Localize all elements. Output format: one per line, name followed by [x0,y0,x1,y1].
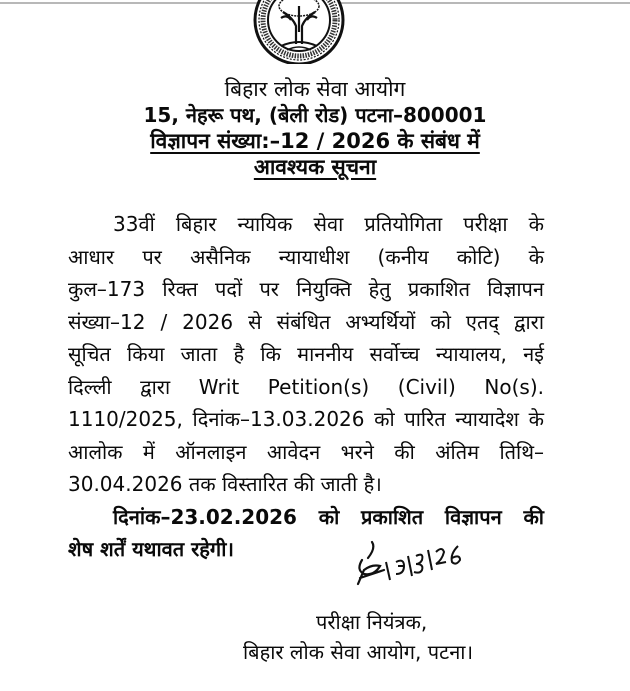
document-header [0,76,630,180]
body-line: सूचित किया जाता है कि माननीय सर्वोच्च न्यायालय, नई [68,342,544,366]
handwritten-signature-icon [350,540,490,600]
body-line: 30.04.2026 तक विस्तारित की जाती है। [68,472,382,496]
body-line: दिनांक–23.02.2026 को प्रकाशित विज्ञापन की [113,504,544,529]
body-line: 33वीं बिहार न्यायिक सेवा प्रतियोगिता परीक्षा के [113,212,544,236]
body-line: संख्या–12 / 2026 से संबंधित अभ्यर्थियों को एतद् द्वारा [68,309,544,334]
notice-body [68,208,544,566]
body-line: आधार पर असैनिक न्यायाधीश (कनीय कोटि) के [68,244,544,269]
notice-title: आवश्यक सूचना [253,155,377,179]
organization-name: बिहार लोक सेवा आयोग [224,77,406,101]
signatory-organization: बिहार लोक सेवा आयोग, पटना। [243,640,474,664]
body-line: शेष शर्तें यथावत रहेगी। [68,537,234,561]
body-line: आलोक में ऑनलाइन आवेदन भरने की अंतिम तिथि– [68,439,544,464]
body-line: 1110/2025, दिनांक–13.03.2026 को पारित न्यायादेश के [68,407,544,431]
body-line: कुल–173 रिक्त पदों पर नियुक्ति हेतु प्रकाशित विज्ञापन [68,277,544,301]
bpsc-seal-emblem-icon [243,0,355,64]
advertisement-subject: विज्ञापन संख्या:–12 / 2026 के संबंध में [150,129,480,153]
paragraph-extension-notice [68,208,544,501]
body-line: दिल्ली द्वारा Writ Petition(s) (Civil) No(s). [68,374,544,399]
signatory-designation: परीक्षा नियंत्रक, [316,610,428,634]
organization-address: 15, नेहरू पथ, (बेली रोड) पटना–800001 [143,103,487,127]
